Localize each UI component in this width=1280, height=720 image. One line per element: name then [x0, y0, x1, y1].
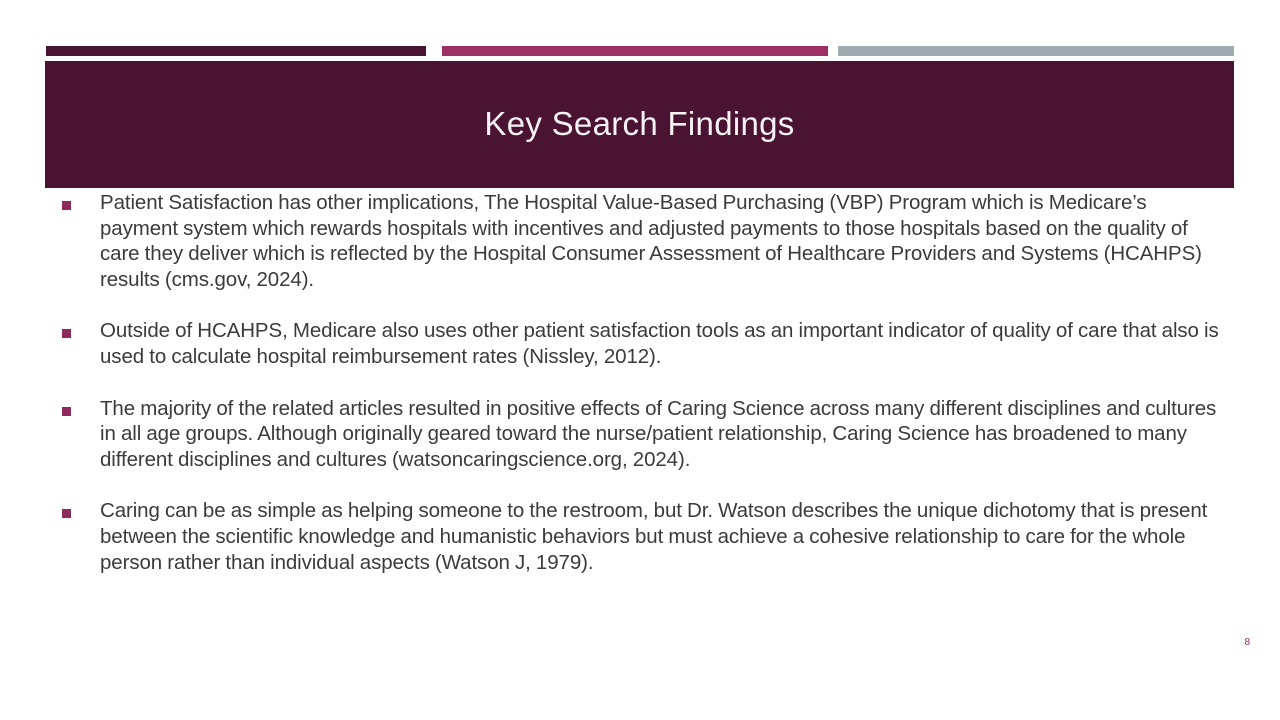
bullet-square-icon — [62, 509, 71, 518]
bullet-text: Caring can be as simple as helping someone to the restroom, but Dr. Watson describes the unique dichotomy that is present between the scientific knowledge and humanistic behaviors but must achieve a cohesive relationship to care for the whole person rather than individual aspects (Watson J, 1979). — [100, 499, 1208, 574]
bullet-text: Patient Satisfaction has other implications, The Hospital Value-Based Purchasing (VBP) Program which is Medicare’s payment system which rewards hospitals with incentives and adjusted payments to those hospitals based on the quality of care they deliver which is reflected by the Hospital Consumer Assessment of Healthcare Providers and Systems (HCAHPS) results (cms.gov, 2024). — [100, 191, 1202, 291]
accent-bar-mid — [442, 46, 828, 56]
slide-body — [62, 190, 1222, 715]
bullet-item — [62, 190, 1222, 292]
slide-title: Key Search Findings — [484, 105, 795, 143]
accent-bar-gray — [838, 46, 1234, 56]
bullet-square-icon — [62, 407, 71, 416]
bullet-item — [62, 396, 1222, 473]
bullet-item — [62, 498, 1222, 575]
bullet-item — [62, 318, 1222, 369]
bullet-text: Outside of HCAHPS, Medicare also uses other patient satisfaction tools as an important indicator of quality of care that also is used to calculate hospital reimbursement rates (Nissley, 2012). — [100, 319, 1219, 368]
accent-bar-group — [46, 46, 1234, 56]
accent-bar-dark — [46, 46, 426, 56]
slide-number: 8 — [1244, 637, 1250, 648]
slide-title-banner — [45, 61, 1234, 188]
bullet-text: The majority of the related articles resulted in positive effects of Caring Science across many different disciplines and cultures in all age groups. Although originally geared toward the nurse/patient relationship, Caring Science has broadened to many different disciplines and cultures (watsoncaringscience.org, 2024). — [100, 396, 1217, 471]
bullet-square-icon — [62, 201, 71, 210]
bullet-square-icon — [62, 329, 71, 338]
